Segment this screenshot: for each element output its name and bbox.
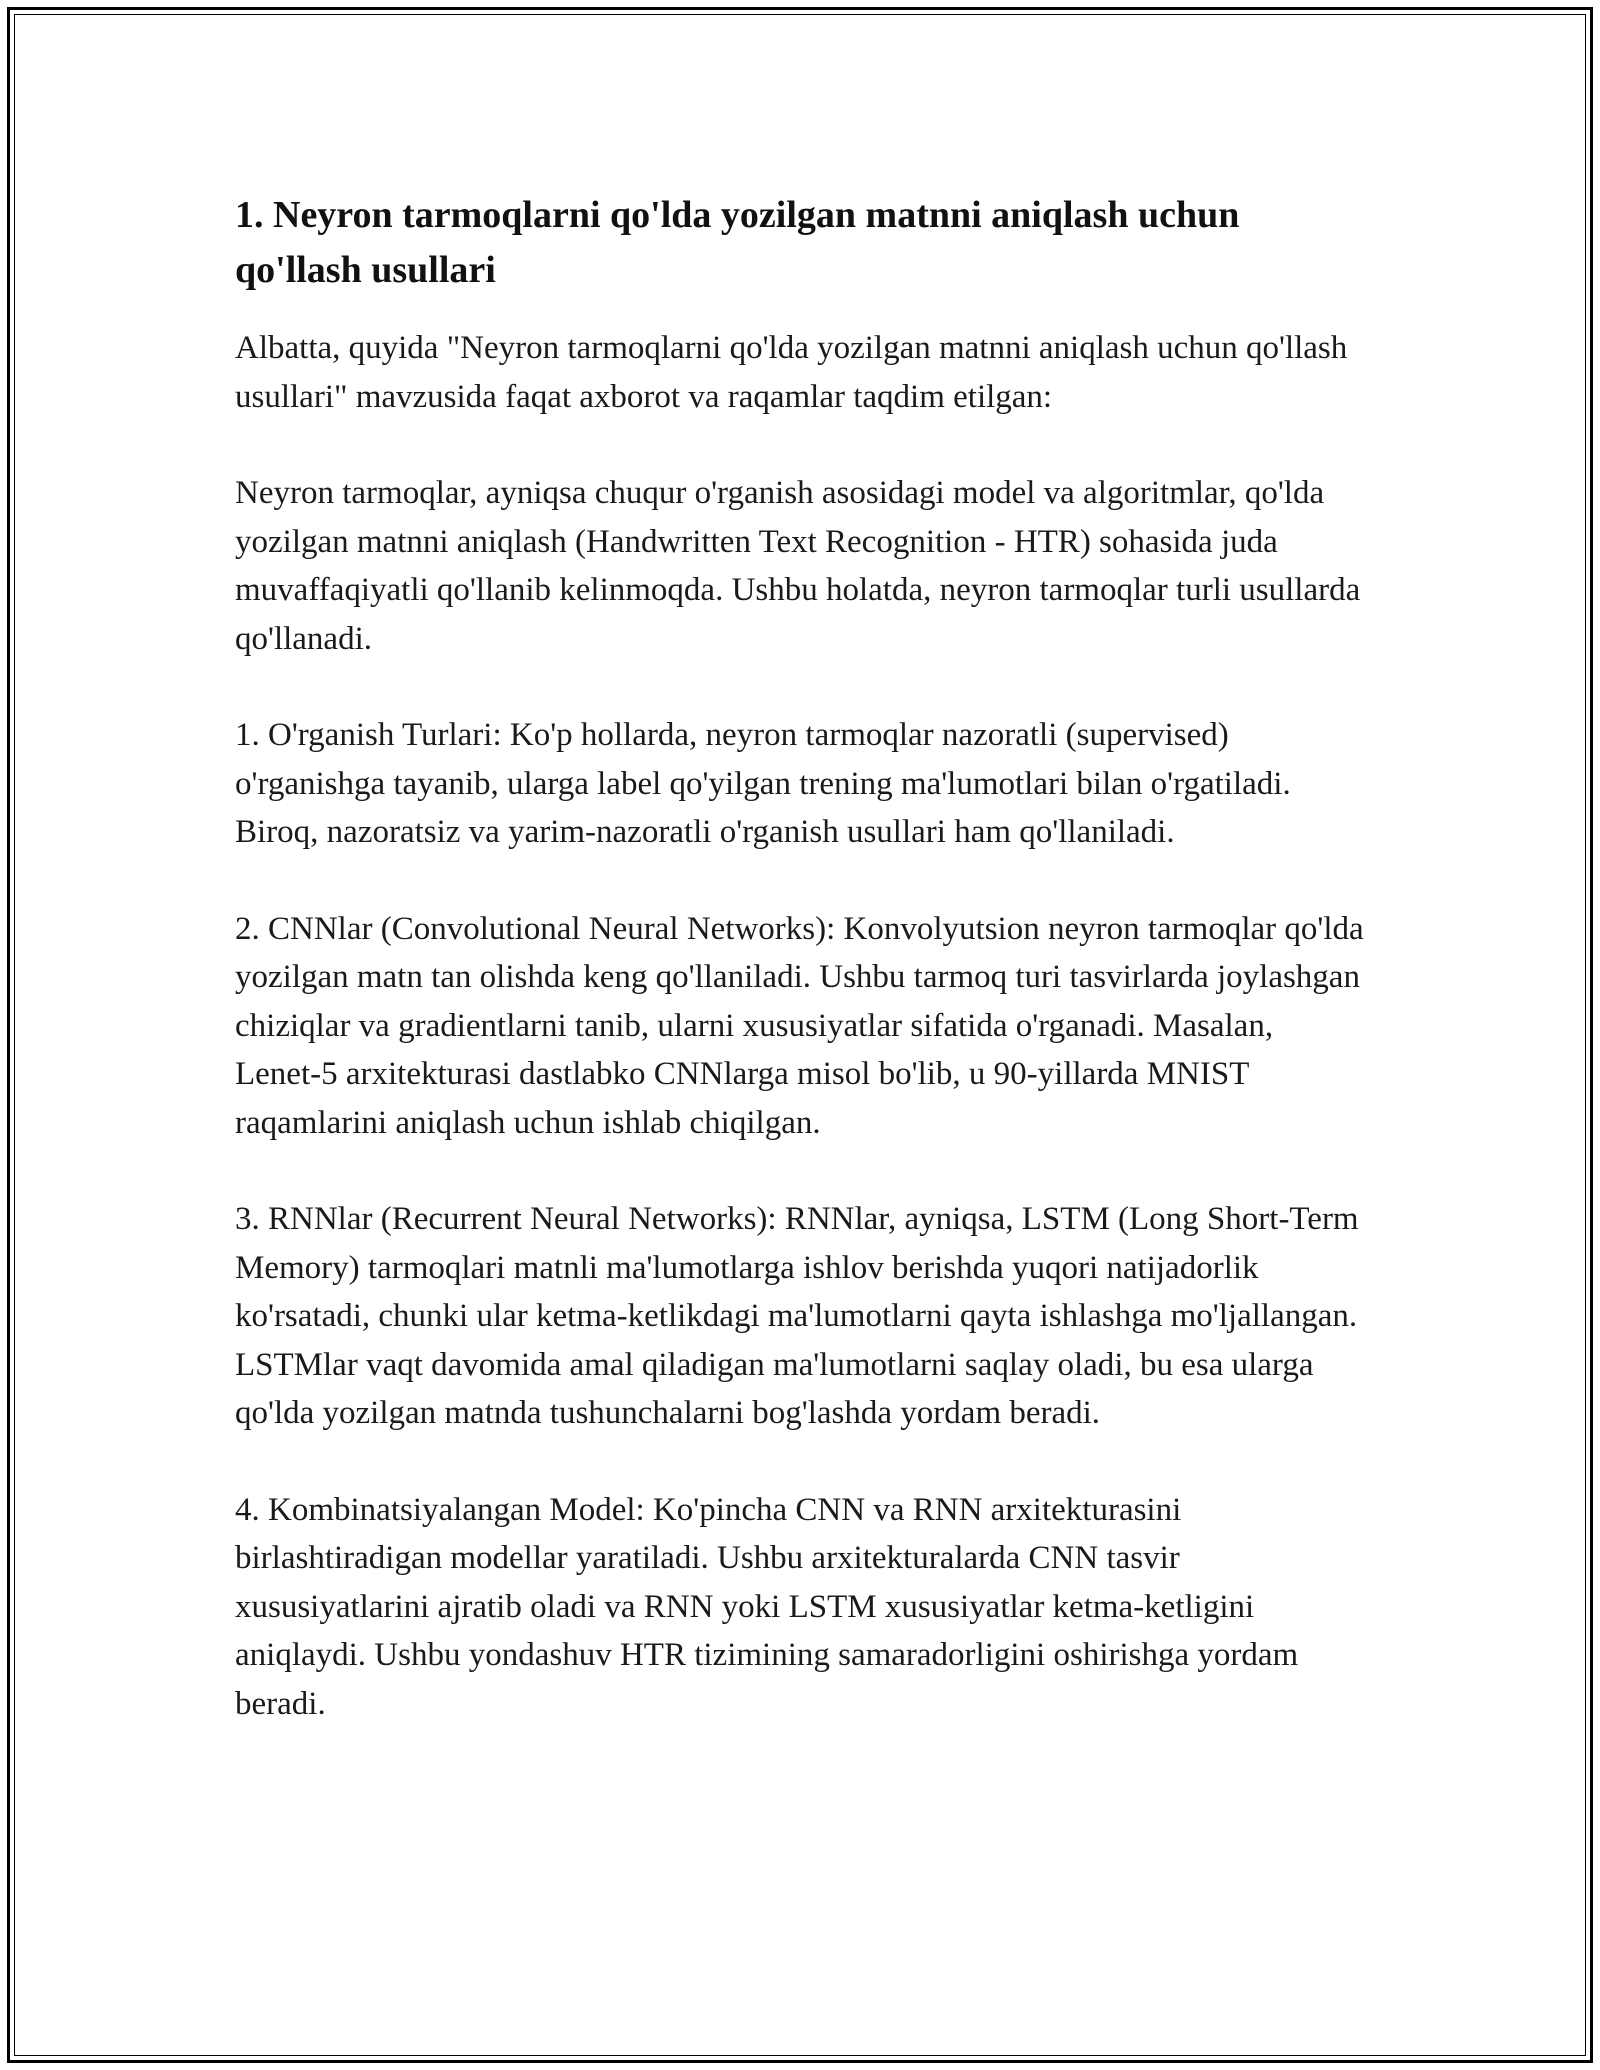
rnn-paragraph: 3. RNNlar (Recurrent Neural Networks): RNNlar, ayniqsa, LSTM (Long Short-Term Memory) tarmoqlari matnli ma'lumotlarga ishlov berishda yuqori natijadorlik ko'rsatadi, chunki ular ketma-ketlikdagi ma'lumotlarni qayta ishlashga mo'ljallangan. LSTMlar vaqt davomida amal qiladigan ma'lumotlarni saqlay oladi, bu esa ularga qo'lda yozilgan matnda tushunchalarni bog'lashda yordam beradi. <box>235 1201 1359 1431</box>
overview-paragraph: Neyron tarmoqlar, ayniqsa chuqur o'rganish asosidagi model va algoritmlar, qo'lda yozilgan matnni aniqlash (Handwritten Text Recognition - HTR) sohasida juda muvaffaqiyatli qo'llanib kelinmoqda. Ushbu holatda, neyron tarmoqlar turli usullarda qo'llanadi. <box>235 475 1361 657</box>
intro-paragraph: Albatta, quyida "Neyron tarmoqlarni qo'lda yozilgan matnni aniqlash uchun qo'llash usullari" mavzusida faqat axborot va raqamlar taqdim etilgan: <box>235 330 1348 415</box>
learning-types-paragraph: 1. O'rganish Turlari: Ko'p hollarda, neyron tarmoqlar nazoratli (supervised) o'rganishga tayanib, ularga label qo'yilgan trening ma'lumotlari bilan o'rgatiladi. Biroq, nazoratsiz va yarim-nazoratli o'rganish usullari ham qo'llaniladi. <box>235 717 1291 850</box>
document-body <box>235 188 1365 1776</box>
combined-model-paragraph: 4. Kombinatsiyalangan Model: Ko'pincha CNN va RNN arxitekturasini birlashtiradigan modellar yaratiladi. Ushbu arxitekturalarda CNN tasvir xususiyatlarini ajratib oladi va RNN yoki LSTM xususiyatlar ketma-ketligini aniqlaydi. Ushbu yondashuv HTR tizimining samaradorligini oshirishga yordam beradi. <box>235 1491 1299 1722</box>
document-title: 1. Neyron tarmoqlarni qo'lda yozilgan matnni aniqlash uchun qo'llash usullari <box>235 194 1240 291</box>
cnn-paragraph: 2. CNNlar (Convolutional Neural Networks): Konvolyutsion neyron tarmoqlar qo'lda yozilgan matn tan olishda keng qo'llaniladi. Ushbu tarmoq turi tasvirlarda joylashgan chiziqlar va gradientlarni tanib, ularni xususiyatlar sifatida o'rganadi. Masalan, Lenet-5 arxitekturasi dastlabko CNNlarga misol bo'lib, u 90-yillarda MNIST raqamlarini aniqlash uchun ishlab chiqilgan. <box>235 910 1364 1141</box>
